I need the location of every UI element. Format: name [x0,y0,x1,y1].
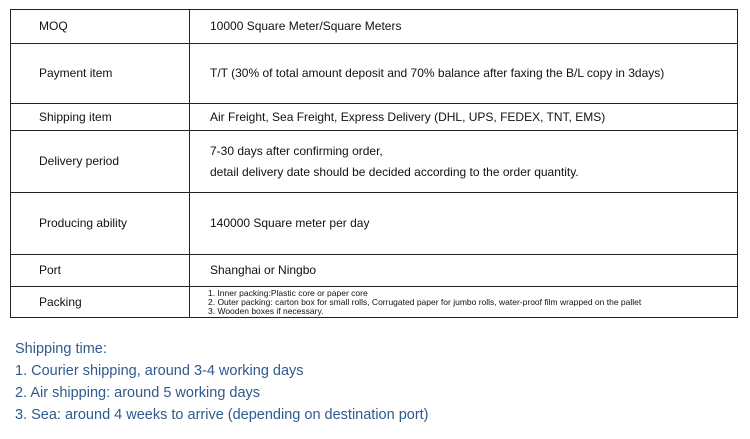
row-label: Packing [11,287,190,318]
table-row-moq [11,10,738,44]
shipping-time-item: 3. Sea: around 4 weeks to arrive (depending on destination port) [15,407,429,423]
row-value [190,131,738,193]
value-line: 3. Wooden boxes if necessary. [208,305,324,316]
row-value [190,193,738,255]
row-value [190,44,738,104]
value-line: 1. Inner packing:Plastic core or paper core [208,287,368,298]
table-row-delivery [11,131,738,193]
row-label: MOQ [11,10,190,44]
value-line: 7-30 days after confirming order, [210,143,383,158]
shipping-time-item: 1. Courier shipping, around 3-4 working days [15,363,304,379]
row-label: Shipping item [11,104,190,131]
value-line: T/T (30% of total amount deposit and 70% balance after faxing the B/L copy in 3days) [210,66,665,80]
value-line: 2. Outer packing: carton box for small rolls, Corrugated paper for jumbo rolls, water-proof film wrapped on the pallet [208,296,642,307]
value-line: 140000 Square meter per day [210,216,370,230]
table-row-payment [11,44,738,104]
table-row-packing [11,287,738,318]
row-label: Payment item [11,44,190,104]
row-label: Delivery period [11,131,190,193]
table-row-shipping [11,104,738,131]
shipping-time-title: Shipping time: [15,341,107,357]
value-line: 10000 Square Meter/Square Meters [210,19,402,33]
row-value [190,255,738,287]
shipping-time-item: 2. Air shipping: around 5 working days [15,385,261,401]
value-line: Air Freight, Sea Freight, Express Delivery (DHL, UPS, FEDEX, TNT, EMS) [210,109,606,124]
table-row-port [11,255,738,287]
table-row-producing [11,193,738,255]
row-label: Port [11,255,190,287]
row-value [190,10,738,44]
value-line: detail delivery date should be decided according to the order quantity. [210,164,579,179]
spec-table [10,9,738,318]
shipping-time-section [15,338,429,426]
value-line: Shanghai or Ningbo [210,263,317,277]
row-value [190,104,738,131]
row-value [190,287,738,318]
row-label: Producing ability [11,193,190,255]
